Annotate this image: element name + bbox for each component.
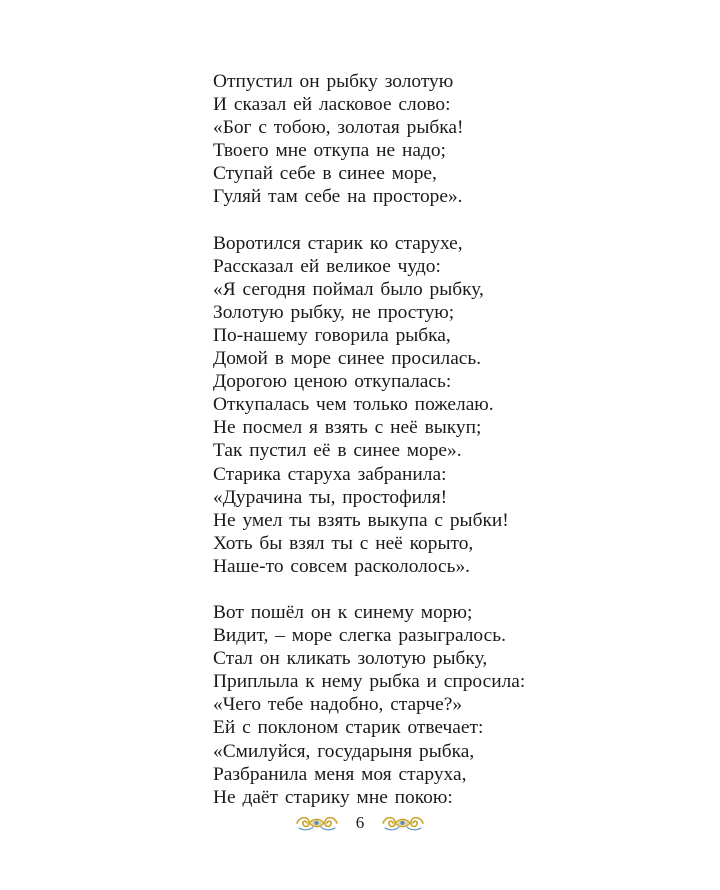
poem-line: Не посмел я взять с неё выкуп; bbox=[213, 417, 482, 439]
poem-line: Хоть бы взял ты с неё корыто, bbox=[213, 532, 474, 554]
poem-line: Дорогою ценою откупалась: bbox=[213, 371, 452, 393]
poem-line: Отпустил он рыбку золотую bbox=[213, 71, 454, 92]
poem-text bbox=[213, 70, 703, 832]
poem-line: Разбранила меня моя старуха, bbox=[213, 763, 467, 785]
poem-line: Не умел ты взять выкупа с рыбки! bbox=[213, 509, 509, 531]
poem-line: Рассказал ей великое чудо: bbox=[213, 255, 441, 277]
swirl-ornament-icon bbox=[294, 813, 340, 833]
poem-line: Не даёт старику мне покою: bbox=[213, 786, 453, 808]
poem-line: Ступай себе в синее море, bbox=[213, 163, 437, 185]
poem-line: Ей с поклоном старик отвечает: bbox=[213, 717, 484, 739]
poem-line: Золотую рыбку, не простую; bbox=[213, 301, 455, 323]
page-footer bbox=[0, 808, 720, 838]
stanza-1 bbox=[213, 70, 703, 209]
poem-line: «Бог с тобою, золотая рыбка! bbox=[213, 117, 464, 139]
poem-line: Твоего мне откупа не надо; bbox=[213, 140, 446, 162]
poem-line: Старика старуха забранила: bbox=[213, 463, 447, 485]
poem-line: Вот пошёл он к синему морю; bbox=[213, 601, 473, 623]
poem-line: Домой в море синее просилась. bbox=[213, 348, 482, 370]
poem-line: «Дурачина ты, простофиля! bbox=[213, 486, 448, 508]
poem-line: «Я сегодня поймал было рыбку, bbox=[213, 278, 484, 300]
poem-line: И сказал ей ласковое слово: bbox=[213, 94, 451, 116]
poem-line: Приплыла к нему рыбка и спросила: bbox=[213, 671, 526, 693]
poem-line: «Смилуйся, государыня рыбка, bbox=[213, 740, 475, 762]
page-number: 6 bbox=[355, 813, 365, 832]
poem-line: Воротился старик ко старухе, bbox=[213, 232, 463, 254]
poem-line: Стал он кликать золотую рыбку, bbox=[213, 648, 488, 670]
stanza-2 bbox=[213, 232, 703, 578]
poem-line: Видит, – море слегка разыгралось. bbox=[213, 625, 506, 647]
poem-line: «Чего тебе надобно, старче?» bbox=[213, 694, 463, 716]
poem-line: Так пустил её в синее море». bbox=[213, 440, 462, 462]
stanza-3 bbox=[213, 601, 703, 809]
swirl-ornament-icon bbox=[380, 813, 426, 833]
poem-line: Откупалась чем только пожелаю. bbox=[213, 394, 494, 416]
poem-line: Гуляй там себе на просторе». bbox=[213, 186, 463, 208]
poem-line: Наше-то совсем раскололось». bbox=[213, 555, 471, 577]
poem-line: По-нашему говорила рыбка, bbox=[213, 324, 451, 346]
